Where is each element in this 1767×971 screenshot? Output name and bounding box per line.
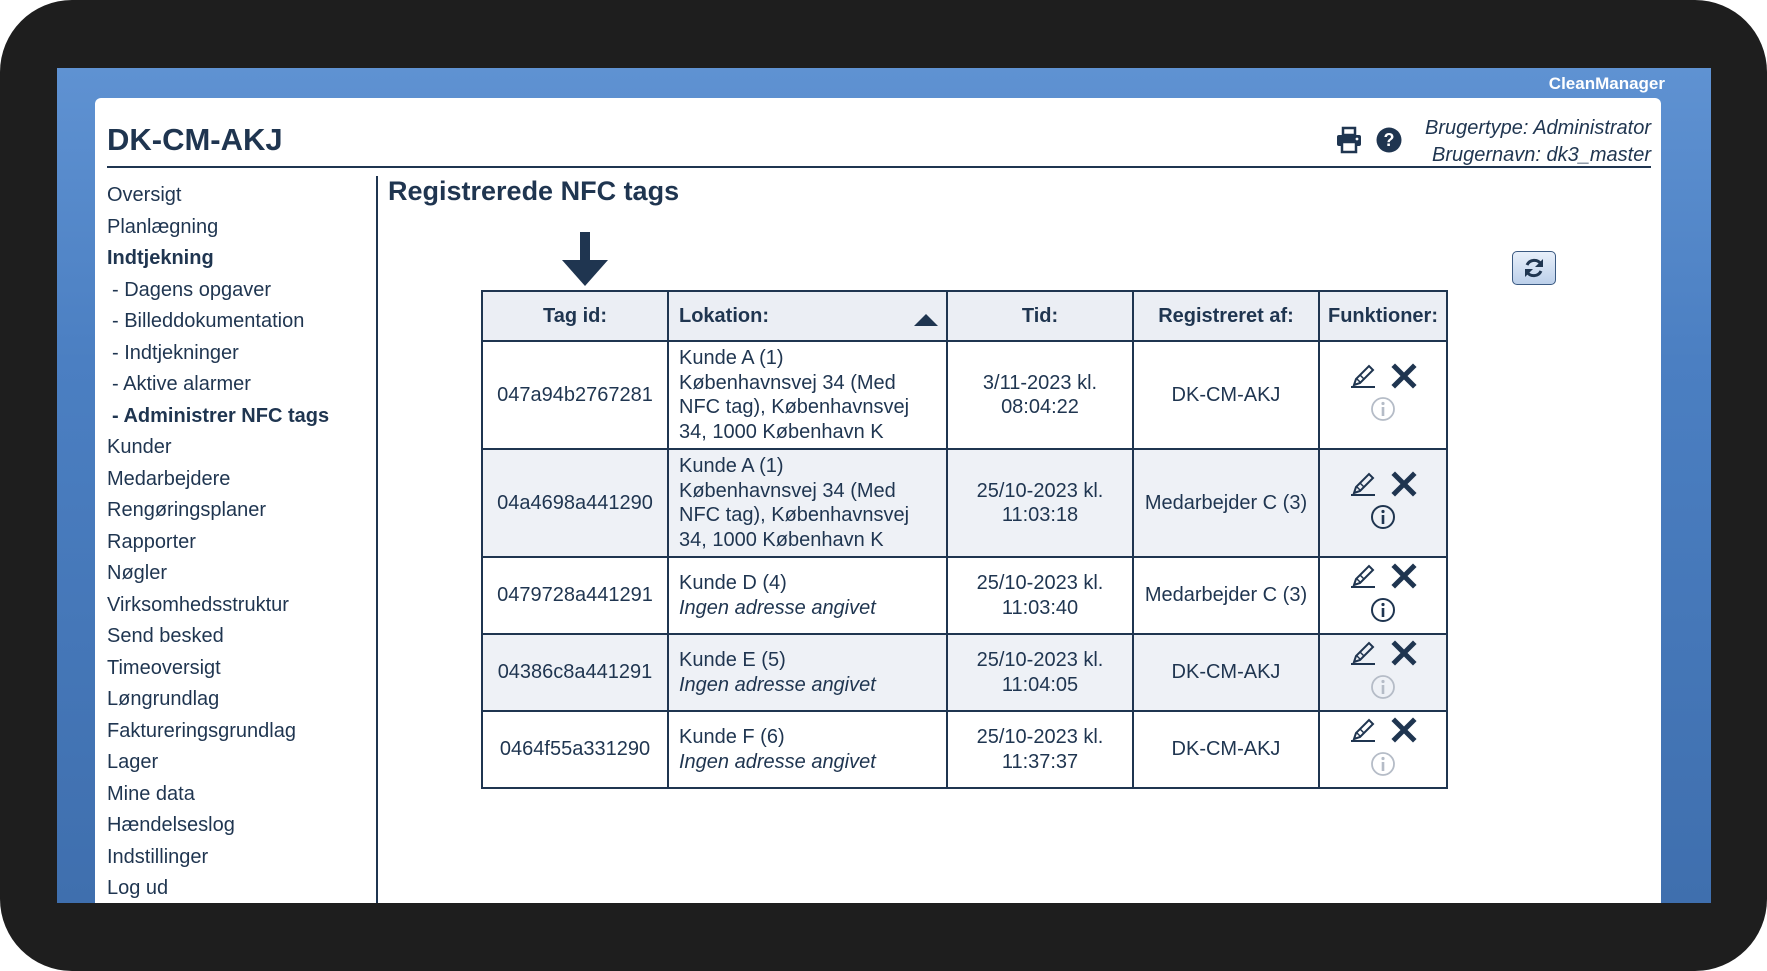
tag-id-cell: 04a4698a441290 <box>482 449 668 557</box>
registered-by-cell: DK-CM-AKJ <box>1133 711 1319 788</box>
table-row <box>482 449 1447 557</box>
sidebar-item-administrer-nfc-tags[interactable]: - Administrer NFC tags <box>112 404 330 427</box>
functions-cell <box>1319 634 1447 711</box>
functions-cell <box>1319 341 1447 449</box>
help-icon[interactable] <box>1375 126 1403 154</box>
sidebar-item-oversigt[interactable]: Oversigt <box>107 184 182 206</box>
sidebar-item-rapporter[interactable]: Rapporter <box>107 530 196 553</box>
time-date: 25/10-2023 kl. <box>976 726 1104 748</box>
delete-icon[interactable] <box>1391 640 1417 673</box>
user-type: Brugertype: Administrator <box>1424 117 1651 139</box>
edit-icon[interactable] <box>1349 562 1377 597</box>
page-title: Registrerede NFC tags <box>388 176 680 206</box>
time-clock: 11:03:18 <box>1001 504 1079 526</box>
sidebar-item-noegler[interactable]: Nøgler <box>107 562 168 584</box>
time-clock: 11:37:37 <box>1001 750 1079 773</box>
tag-id-cell: 047a94b2767281 <box>482 341 668 449</box>
location-address: Ingen adresse angivet <box>679 673 876 696</box>
sidebar-item-billeddokumentation[interactable]: - Billeddokumentation <box>112 310 305 332</box>
sidebar-item-planlaegning[interactable]: Planlægning <box>107 215 219 238</box>
sidebar-item-haendelseslog[interactable]: Hændelseslog <box>107 814 235 836</box>
tag-id-cell: 0464f55a331290 <box>482 711 668 788</box>
table-row <box>482 341 1447 449</box>
table-row <box>482 711 1447 788</box>
table-header-row <box>482 291 1447 341</box>
sidebar-divider <box>376 176 378 903</box>
tag-id-cell: 0479728a441291 <box>482 557 668 634</box>
svg-text:?: ? <box>1383 130 1395 150</box>
location-address: Ingen adresse angivet <box>679 596 876 619</box>
user-name: Brugernavn: dk3_master <box>1431 144 1651 166</box>
location-cell <box>668 557 947 634</box>
location-name: Kunde E (5) <box>679 649 786 671</box>
info-icon[interactable] <box>1370 504 1396 537</box>
arrow-down-icon <box>561 232 609 293</box>
sidebar-item-mine-data[interactable]: Mine data <box>107 782 195 805</box>
registered-by-cell: DK-CM-AKJ <box>1133 634 1319 711</box>
functions-cell <box>1319 557 1447 634</box>
printer-icon[interactable] <box>1335 126 1363 154</box>
sidebar-item-loengrundlag[interactable]: Løngrundlag <box>107 688 220 710</box>
location-name: Kunde A (1) <box>679 455 784 477</box>
refresh-button[interactable] <box>1512 251 1556 285</box>
col-header-tag-id[interactable]: Tag id: <box>482 291 668 341</box>
time-cell <box>947 634 1133 711</box>
functions-cell <box>1319 449 1447 557</box>
sidebar-item-aktive-alarmer[interactable]: - Aktive alarmer <box>112 373 251 395</box>
user-info <box>1425 115 1651 169</box>
registered-by-cell: Medarbejder C (3) <box>1133 449 1319 557</box>
time-clock: 11:03:40 <box>1001 596 1079 619</box>
sidebar-item-indtjekninger[interactable]: - Indtjekninger <box>112 341 239 364</box>
sidebar-item-faktureringsgrundlag[interactable]: Faktureringsgrundlag <box>107 719 296 742</box>
sidebar-item-medarbejdere[interactable]: Medarbejdere <box>107 467 231 490</box>
delete-icon[interactable] <box>1391 363 1417 396</box>
location-address: Københavnsvej 34 (Med NFC tag), Københavnsvej 34, 1000 København K <box>679 479 910 551</box>
time-cell <box>947 449 1133 557</box>
time-date: 3/11-2023 kl. <box>982 371 1098 394</box>
delete-icon[interactable] <box>1391 717 1417 750</box>
sidebar-item-virksomhedsstruktur[interactable]: Virksomhedsstruktur <box>107 593 289 616</box>
sidebar-item-lager[interactable]: Lager <box>107 751 159 773</box>
time-clock: 08:04:22 <box>1001 396 1079 418</box>
sidebar-item-kunder[interactable]: Kunder <box>107 436 172 458</box>
info-icon[interactable] <box>1370 396 1396 429</box>
sidebar-item-dagens-opgaver[interactable]: - Dagens opgaver <box>112 278 271 301</box>
table-row <box>482 634 1447 711</box>
delete-icon[interactable] <box>1391 471 1417 504</box>
edit-icon[interactable] <box>1349 470 1377 505</box>
info-icon[interactable] <box>1370 597 1396 630</box>
time-cell <box>947 341 1133 449</box>
info-icon[interactable] <box>1370 674 1396 707</box>
location-cell <box>668 634 947 711</box>
col-header-functions: Funktioner: <box>1319 291 1447 341</box>
location-cell <box>668 341 947 449</box>
registered-by-cell: DK-CM-AKJ <box>1133 341 1319 449</box>
sidebar-item-indtjekning[interactable]: Indtjekning <box>107 247 214 269</box>
sidebar-item-indstillinger[interactable]: Indstillinger <box>107 845 209 868</box>
sidebar-item-rengoeringsplaner[interactable]: Rengøringsplaner <box>107 499 266 521</box>
edit-icon[interactable] <box>1349 362 1377 397</box>
location-address: Københavnsvej 34 (Med NFC tag), Københavnsvej 34, 1000 København K <box>679 371 910 443</box>
sidebar-item-send-besked[interactable]: Send besked <box>107 625 224 647</box>
header-divider <box>107 166 1651 168</box>
time-cell <box>947 711 1133 788</box>
functions-cell <box>1319 711 1447 788</box>
registered-by-cell: Medarbejder C (3) <box>1133 557 1319 634</box>
col-header-location-label: Lokation: <box>679 304 769 327</box>
edit-icon[interactable] <box>1349 716 1377 751</box>
location-address: Ingen adresse angivet <box>679 750 876 773</box>
location-name: Kunde A (1) <box>679 347 784 369</box>
site-title: DK-CM-AKJ <box>107 122 283 157</box>
time-date: 25/10-2023 kl. <box>976 572 1104 594</box>
col-header-location[interactable] <box>668 291 947 341</box>
table-row <box>482 557 1447 634</box>
sidebar-item-timeoversigt[interactable]: Timeoversigt <box>107 656 221 679</box>
sort-ascending-icon <box>914 314 938 326</box>
refresh-icon <box>1522 256 1546 280</box>
info-icon[interactable] <box>1370 751 1396 784</box>
main-panel <box>95 98 1661 903</box>
time-date: 25/10-2023 kl. <box>976 479 1104 502</box>
nfc-tags-table <box>481 290 1448 789</box>
sidebar-item-log-ud[interactable]: Log ud <box>107 877 169 899</box>
tag-id-cell: 04386c8a441291 <box>482 634 668 711</box>
location-name: Kunde F (6) <box>679 726 785 748</box>
brand-name: CleanManager <box>1548 74 1665 93</box>
location-cell <box>668 711 947 788</box>
col-header-registered-by[interactable]: Registreret af: <box>1133 291 1319 341</box>
location-cell <box>668 449 947 557</box>
time-cell <box>947 557 1133 634</box>
time-clock: 11:04:05 <box>1001 673 1079 696</box>
delete-icon[interactable] <box>1391 563 1417 596</box>
sidebar-nav <box>107 180 357 903</box>
time-date: 25/10-2023 kl. <box>976 649 1104 671</box>
col-header-time[interactable]: Tid: <box>947 291 1133 341</box>
app-window <box>57 68 1711 903</box>
header-icons <box>1335 126 1411 154</box>
edit-icon[interactable] <box>1349 639 1377 674</box>
location-name: Kunde D (4) <box>679 572 787 594</box>
